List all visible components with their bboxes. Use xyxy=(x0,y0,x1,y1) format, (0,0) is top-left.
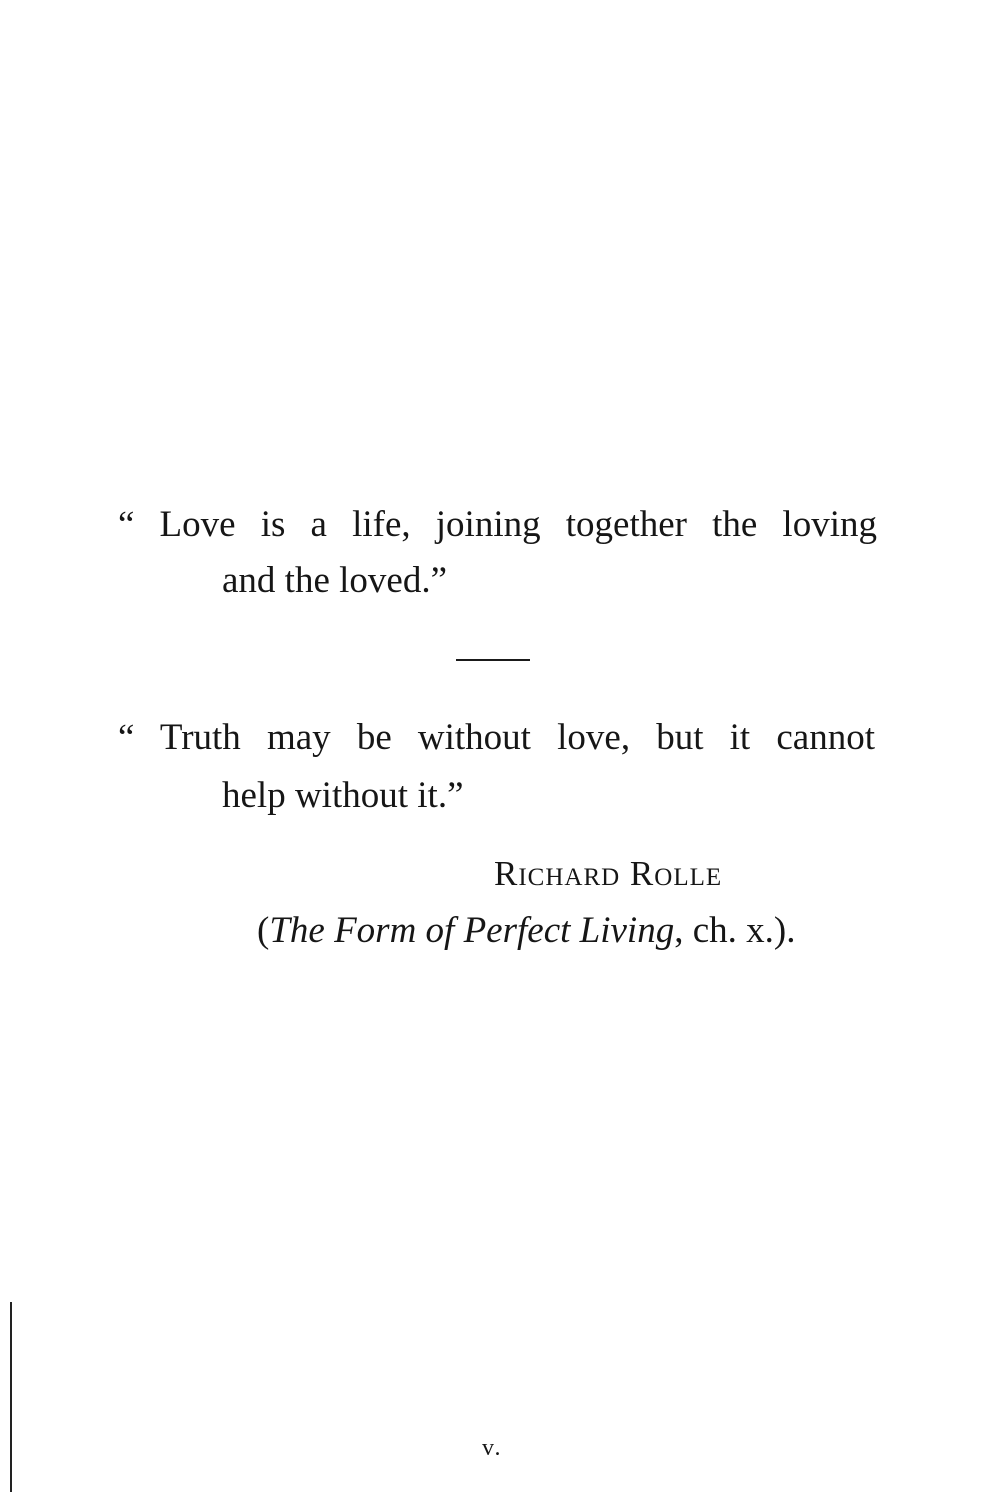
quote-1-line-1: “ Love is a life, joining together the loving xyxy=(118,504,877,545)
quote-1-line-2: and the loved.” xyxy=(222,560,447,601)
section-divider xyxy=(456,659,530,661)
scan-edge-line xyxy=(10,1302,12,1492)
page-number: v. xyxy=(482,1435,503,1461)
source-chapter: , ch. x.). xyxy=(674,910,796,951)
quote-2-line-2: help without it.” xyxy=(222,775,464,816)
attribution-source xyxy=(257,912,795,949)
attribution-author: Richard Rolle xyxy=(494,854,723,893)
quote-2-line-1: “ Truth may be without love, but it cannot xyxy=(118,717,875,758)
source-title: The Form of Perfect Living xyxy=(269,910,675,951)
source-open-paren: ( xyxy=(257,910,270,951)
